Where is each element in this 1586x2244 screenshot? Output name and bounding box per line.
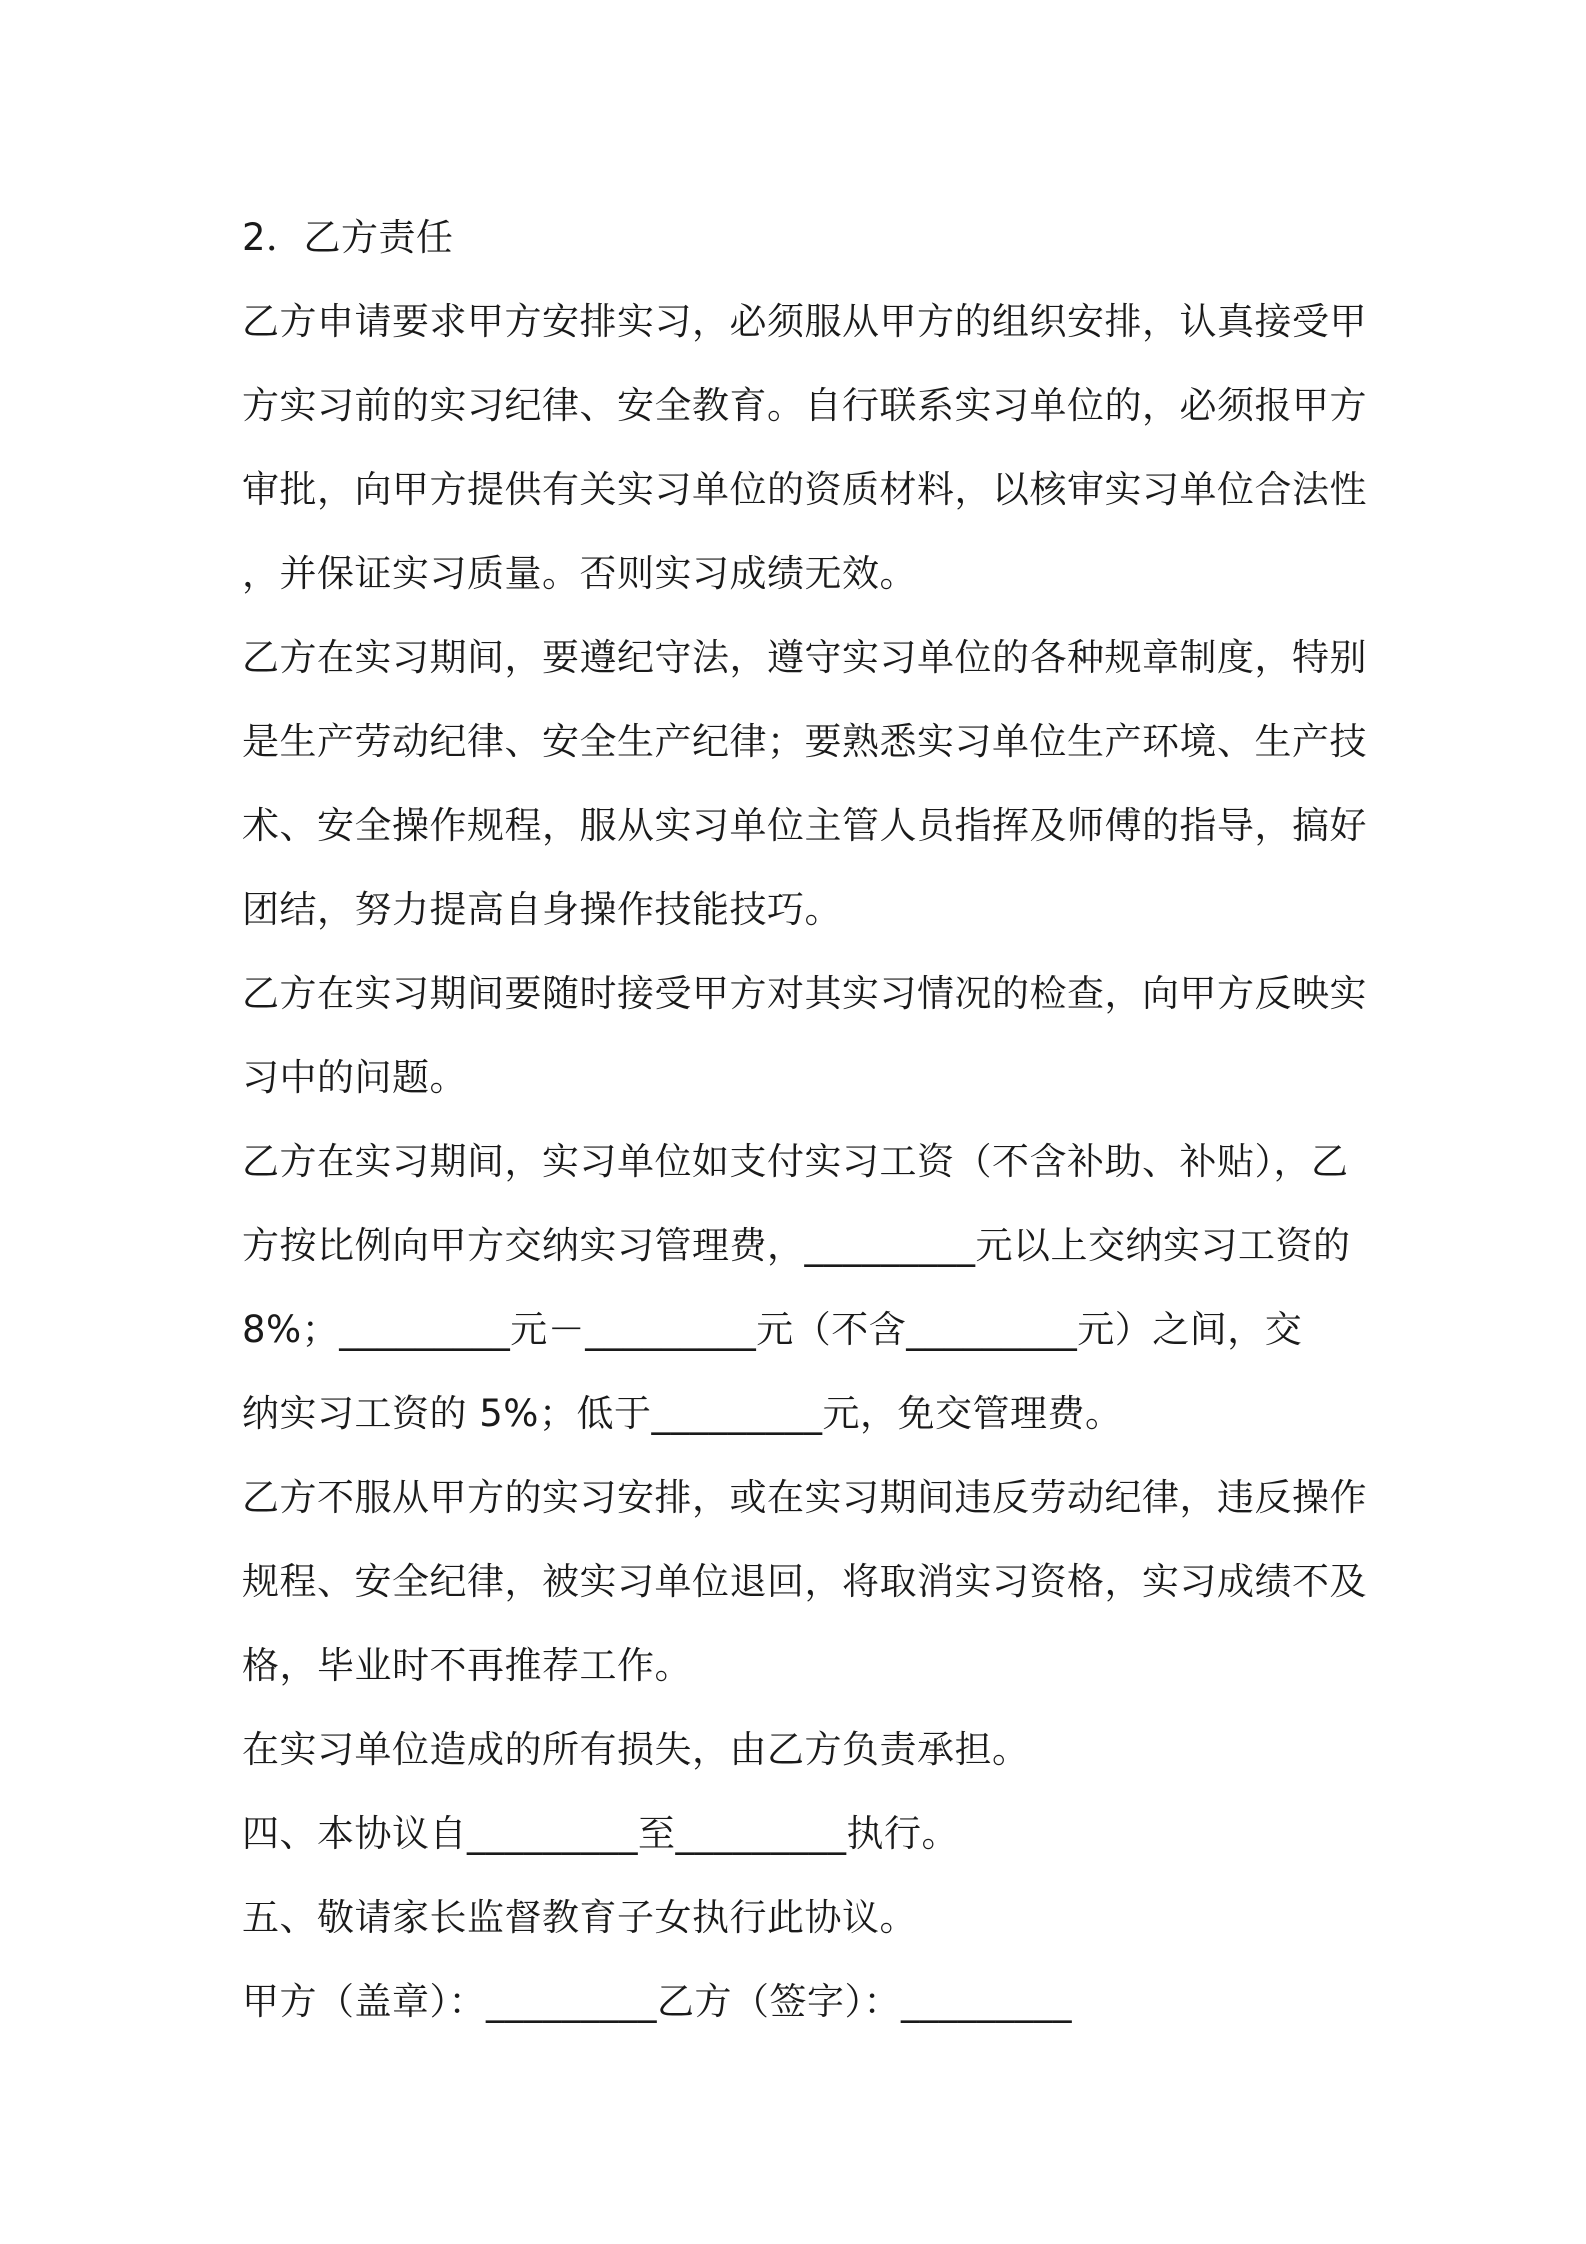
paragraph-line: 习中的问题。 [242, 1056, 467, 1099]
paragraph-line: 纳实习工资的 5%；低于_________元，免交管理费。 [242, 1392, 1123, 1435]
section-heading: 2．乙方责任 [242, 216, 454, 259]
paragraph-line: 方按比例向甲方交纳实习管理费，_________元以上交纳实习工资的 [242, 1224, 1351, 1267]
paragraph-line: 术、安全操作规程，服从实习单位主管人员指挥及师傅的指导，搞好 [242, 804, 1367, 847]
paragraph-line: 8%；_________元－_________元（不含_________元）之间，交 [242, 1308, 1303, 1351]
agreement-period-line: 四、本协议自_________至_________执行。 [242, 1812, 959, 1855]
paragraph-line: 是生产劳动纪律、安全生产纪律；要熟悉实习单位生产环境、生产技 [242, 720, 1367, 763]
paragraph-line: 乙方在实习期间，实习单位如支付实习工资（不含补助、补贴），乙 [242, 1140, 1349, 1183]
paragraph-line: 乙方在实习期间要随时接受甲方对其实习情况的检查，向甲方反映实 [242, 972, 1367, 1015]
paragraph-line: 乙方不服从甲方的实习安排，或在实习期间违反劳动纪律，违反操作 [242, 1476, 1367, 1519]
paragraph-line: 格，毕业时不再推荐工作。 [242, 1644, 692, 1687]
paragraph-line: 在实习单位造成的所有损失，由乙方负责承担。 [242, 1728, 1030, 1771]
paragraph-line: 审批，向甲方提供有关实习单位的资质材料，以核审实习单位合法性 [242, 468, 1367, 511]
paragraph-line: 乙方在实习期间，要遵纪守法，遵守实习单位的各种规章制度，特别 [242, 636, 1367, 679]
paragraph-line: ，并保证实习质量。否则实习成绩无效。 [242, 552, 917, 595]
paragraph-line: 团结，努力提高自身操作技能技巧。 [242, 888, 842, 931]
paragraph-line: 五、敬请家长监督教育子女执行此协议。 [242, 1896, 917, 1939]
signature-line: 甲方（盖章）：_________乙方（签字）：_________ [242, 1980, 1072, 2023]
paragraph-line: 方实习前的实习纪律、安全教育。自行联系实习单位的，必须报甲方 [242, 384, 1367, 427]
paragraph-line: 规程、安全纪律，被实习单位退回，将取消实习资格，实习成绩不及 [242, 1560, 1367, 1603]
paragraph-line: 乙方申请要求甲方安排实习，必须服从甲方的组织安排，认真接受甲 [242, 300, 1367, 343]
